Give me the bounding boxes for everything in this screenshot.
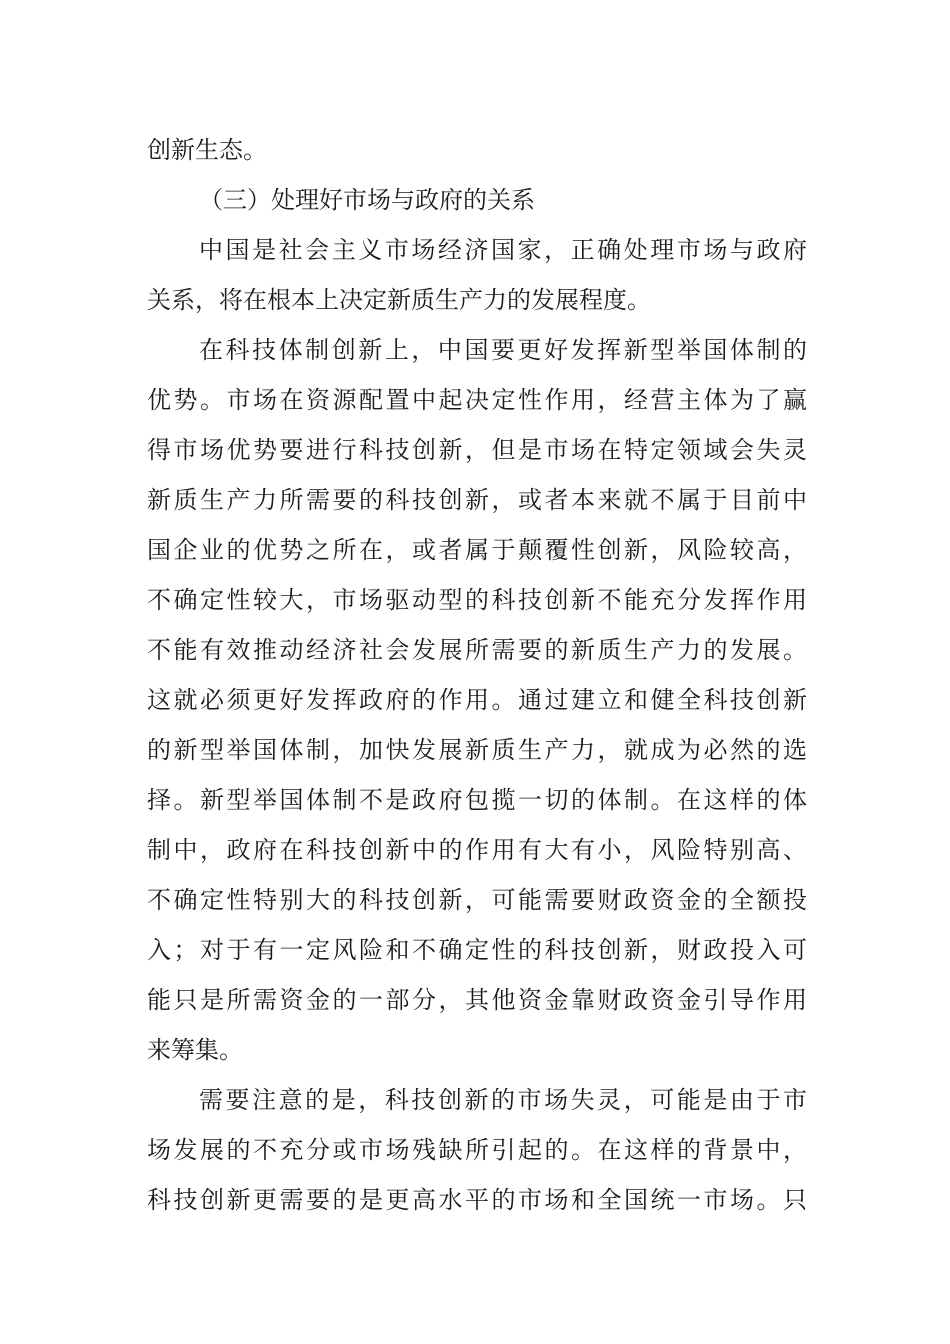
paragraph-line: 国企业的优势之所在，或者属于颠覆性创新，风险较高， bbox=[147, 536, 807, 564]
paragraph-line: 中国是社会主义市场经济国家，正确处理市场与政府 bbox=[199, 236, 807, 264]
paragraph-line: 场发展的不充分或市场残缺所引起的。在这样的背景中， bbox=[147, 1136, 807, 1164]
paragraph-line: 关系，将在根本上决定新质生产力的发展程度。 bbox=[147, 286, 651, 314]
paragraph-line: 不确定性特别大的科技创新，可能需要财政资金的全额投 bbox=[147, 886, 807, 914]
paragraph-line: 来筹集。 bbox=[147, 1036, 243, 1064]
paragraph-line: 得市场优势要进行科技创新，但是市场在特定领域会失灵 bbox=[147, 436, 807, 464]
paragraph-line: 入；对于有一定风险和不确定性的科技创新，财政投入可 bbox=[147, 936, 807, 964]
paragraph-line: 需要注意的是，科技创新的市场失灵，可能是由于市 bbox=[199, 1086, 807, 1114]
paragraph-line: 这就必须更好发挥政府的作用。通过建立和健全科技创新 bbox=[147, 686, 807, 714]
section-heading: （三）处理好市场与政府的关系 bbox=[199, 186, 535, 214]
paragraph-line: 优势。市场在资源配置中起决定性作用，经营主体为了赢 bbox=[147, 386, 807, 414]
paragraph-line: 新质生产力所需要的科技创新，或者本来就不属于目前中 bbox=[147, 486, 807, 514]
paragraph-line: 在科技体制创新上，中国要更好发挥新型举国体制的 bbox=[199, 336, 807, 364]
paragraph-line: 不确定性较大，市场驱动型的科技创新不能充分发挥作用 bbox=[147, 586, 807, 614]
paragraph-line: 科技创新更需要的是更高水平的市场和全国统一市场。只 bbox=[147, 1186, 807, 1214]
paragraph-line: 制中，政府在科技创新中的作用有大有小，风险特别高、 bbox=[147, 836, 807, 864]
paragraph-line: 能只是所需资金的一部分，其他资金靠财政资金引导作用 bbox=[147, 986, 807, 1014]
paragraph-line: 的新型举国体制，加快发展新质生产力，就成为必然的选 bbox=[147, 736, 807, 764]
paragraph-line: 不能有效推动经济社会发展所需要的新质生产力的发展。 bbox=[147, 636, 807, 664]
paragraph-line: 择。新型举国体制不是政府包揽一切的体制。在这样的体 bbox=[147, 786, 807, 814]
paragraph-line: 创新生态。 bbox=[147, 136, 267, 164]
